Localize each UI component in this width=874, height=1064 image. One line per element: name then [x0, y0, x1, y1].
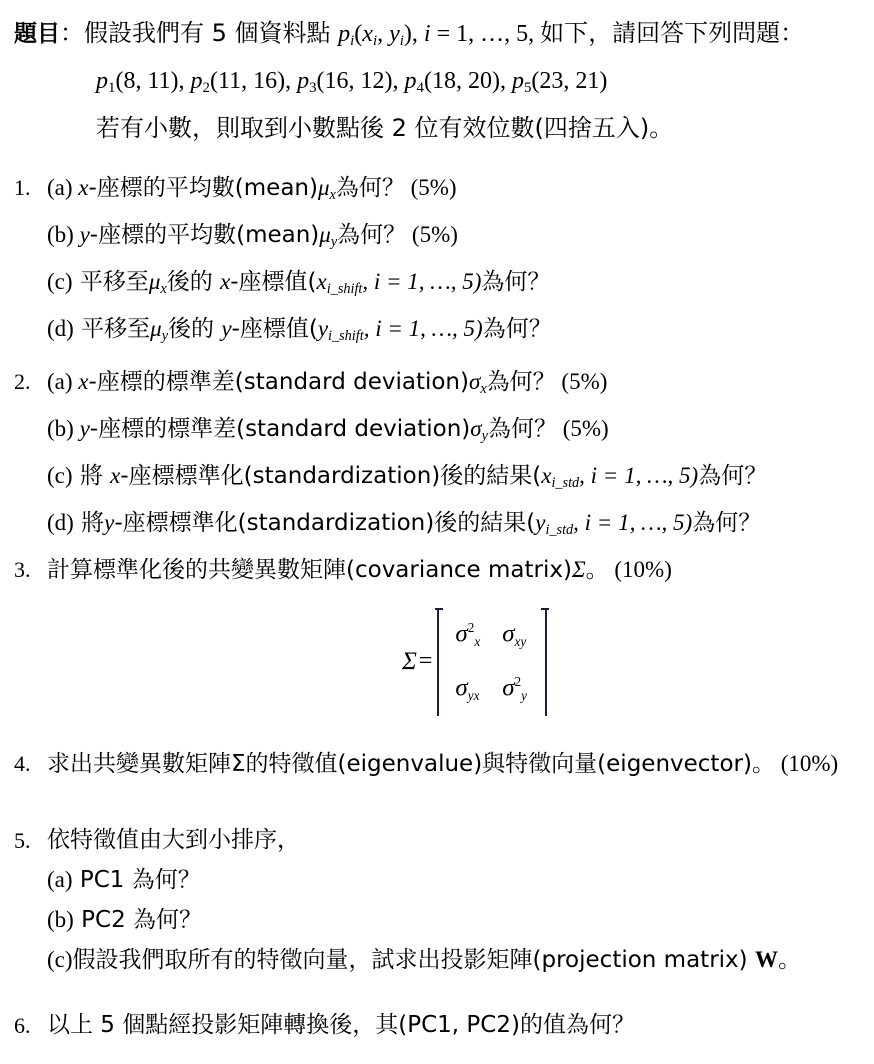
question-5-line-a: (a) PC1 為何？ — [47, 867, 201, 893]
question-2a-text: (a) x-座標的標準差(standard $deviation)\sigma_x$為何？ (5%) — [47, 369, 608, 397]
header-index-symbol: i — [423, 21, 431, 47]
question-3 — [14, 550, 870, 590]
point-1-name: p — [96, 68, 108, 95]
point-4-name: p — [404, 68, 417, 95]
question-2 — [14, 362, 870, 550]
question-1 — [14, 168, 870, 356]
question-5-number: 5. — [14, 828, 31, 853]
header-line-3-rounding-note: 若有小數，則取到小數點後 2 位有效位數(四捨五入)。 — [96, 114, 674, 143]
question-2-line-a — [14, 362, 870, 409]
header-line1-tail: 如下，請回答下列問題： — [540, 19, 805, 47]
question-header — [14, 13, 864, 148]
header-line-1 — [14, 13, 864, 61]
point-1-index: 1 — [108, 80, 116, 97]
question-6-line — [14, 1006, 870, 1045]
point-2-x: 11 — [217, 68, 242, 95]
point-4-x: 18 — [431, 68, 456, 95]
matrix-cell-01: σxy — [502, 620, 527, 649]
header-paren-open: ( — [354, 21, 363, 47]
projection-matrix-symbol: W — [754, 947, 778, 972]
header-line-2-datapoints: p1(8, 11), p2(11, 16), p3(16, 12), p4(18, 20), p5(23, 21) — [96, 68, 608, 97]
header-y-subscript: i — [399, 33, 404, 50]
header-title-label: 題目 — [14, 21, 60, 47]
matrix-cell-11: $\sigma^2y$ — [502, 673, 527, 703]
header-index-range: = 1, …, 5, — [430, 21, 541, 47]
point-5-name: p — [511, 68, 524, 95]
point-5-y: 21 — [575, 68, 600, 95]
question-2-number: 2. — [14, 369, 31, 394]
header-p-subscript: i — [350, 33, 355, 50]
question-5-line-c: (c)假設我們取所有的特徵向量，試求出投影矩陣(projection matrix) W。 — [47, 947, 801, 973]
header-y-symbol: y — [389, 21, 400, 47]
formula-sigma-lhs: Σ — [402, 647, 417, 675]
question-5-text: 依特徵值由大到小排序， — [47, 827, 300, 853]
covariance-matrix-formula — [402, 604, 549, 720]
header-paren-close: ), — [403, 21, 424, 47]
point-1-y: 11 — [147, 68, 171, 95]
point-2-index: 2 — [202, 80, 210, 97]
point-4-index: 4 — [416, 80, 424, 97]
question-1-number: 1. — [14, 175, 31, 200]
question-3-text: 計算標準化後的共變異數矩陣(covariance matrix)Σ。 (10%) — [47, 557, 672, 583]
matrix-row — [445, 662, 539, 716]
matrix-bracketed — [435, 604, 549, 720]
header-x-symbol: x — [362, 21, 373, 47]
header-line1-intro: 假設我們有 5 個資料點 — [84, 19, 339, 47]
question-6-text: 以上 5 個點經投影矩陣轉換後，其(PC1, PC2)的值為何？ — [47, 1012, 635, 1038]
question-3-line — [14, 550, 870, 590]
matrix-right-bracket — [539, 608, 549, 716]
point-3-index: 3 — [309, 80, 317, 97]
question-1a-text: (a) x-座標的平均數$(mean)\mu_x$為何？ (5%) — [47, 175, 457, 203]
question-1-line-a — [14, 168, 870, 215]
question-3-number: 3. — [14, 557, 31, 582]
point-2-name: p — [190, 68, 203, 95]
header-colon: ： — [60, 19, 84, 47]
question-1-line-b: (b) y-座標的平均數$(mean)\mu_y$為何？ (5%) — [47, 221, 458, 250]
point-2-y: 16 — [253, 68, 278, 95]
question-5 — [14, 821, 870, 980]
question-4-line — [14, 744, 870, 784]
question-1-line-c: (c) 平移至$\mu_x$後的 x-座標值($x_{i\_shift}$, i = 1, …, 5)為何？ — [47, 268, 551, 297]
question-2-line-c: (c) 將 x-座標標準化(standardization)後的結果($x_{i\_std}$, i = 1, …, 5)為何？ — [47, 462, 768, 491]
point-4-y: 20 — [467, 68, 492, 95]
question-4 — [14, 744, 870, 784]
point-5-index: 5 — [523, 80, 532, 97]
matrix-row — [445, 608, 539, 662]
question-2-line-d: (d) 將y-座標標準化(standardization)後的結果($y_{i\_std}$, i = 1, …, 5)為何？ — [47, 509, 762, 538]
question-5-line-b: (b) PC2 為何？ — [47, 907, 203, 933]
question-4-number: 4. — [14, 751, 31, 776]
formula-equals-sign: = — [418, 648, 433, 675]
point-3-x: 16 — [324, 68, 349, 95]
matrix-body — [445, 608, 539, 716]
question-6-number: 6. — [14, 1013, 31, 1038]
question-1-line-d: (d) 平移至$\mu_y$後的 y-座標值($y_{i\_shift}$, i = 1, …, 5)為何？ — [47, 315, 552, 344]
matrix-cell-10: σyx — [455, 674, 480, 703]
question-5-line — [14, 821, 870, 860]
question-2-line-b: (b) y-座標的標準差(standard $deviation)\sigma_y$為何？ (5%) — [47, 415, 609, 444]
question-4-text: 求出共變異數矩陣Σ的特徵值(eigenvalue)與特徵向量(eigenvector)。 (10%) — [47, 751, 839, 777]
header-p-symbol: p — [338, 21, 351, 47]
matrix-cell-00: $\sigma^2x$ — [455, 620, 481, 649]
point-5-x: 23 — [539, 68, 564, 95]
point-3-name: p — [297, 68, 310, 95]
point-1-x: 8 — [123, 68, 136, 95]
question-6 — [14, 1006, 870, 1045]
header-comma: , — [377, 21, 390, 47]
header-x-subscript: i — [372, 33, 378, 50]
matrix-left-bracket — [435, 608, 445, 716]
point-3-y: 12 — [360, 68, 385, 95]
